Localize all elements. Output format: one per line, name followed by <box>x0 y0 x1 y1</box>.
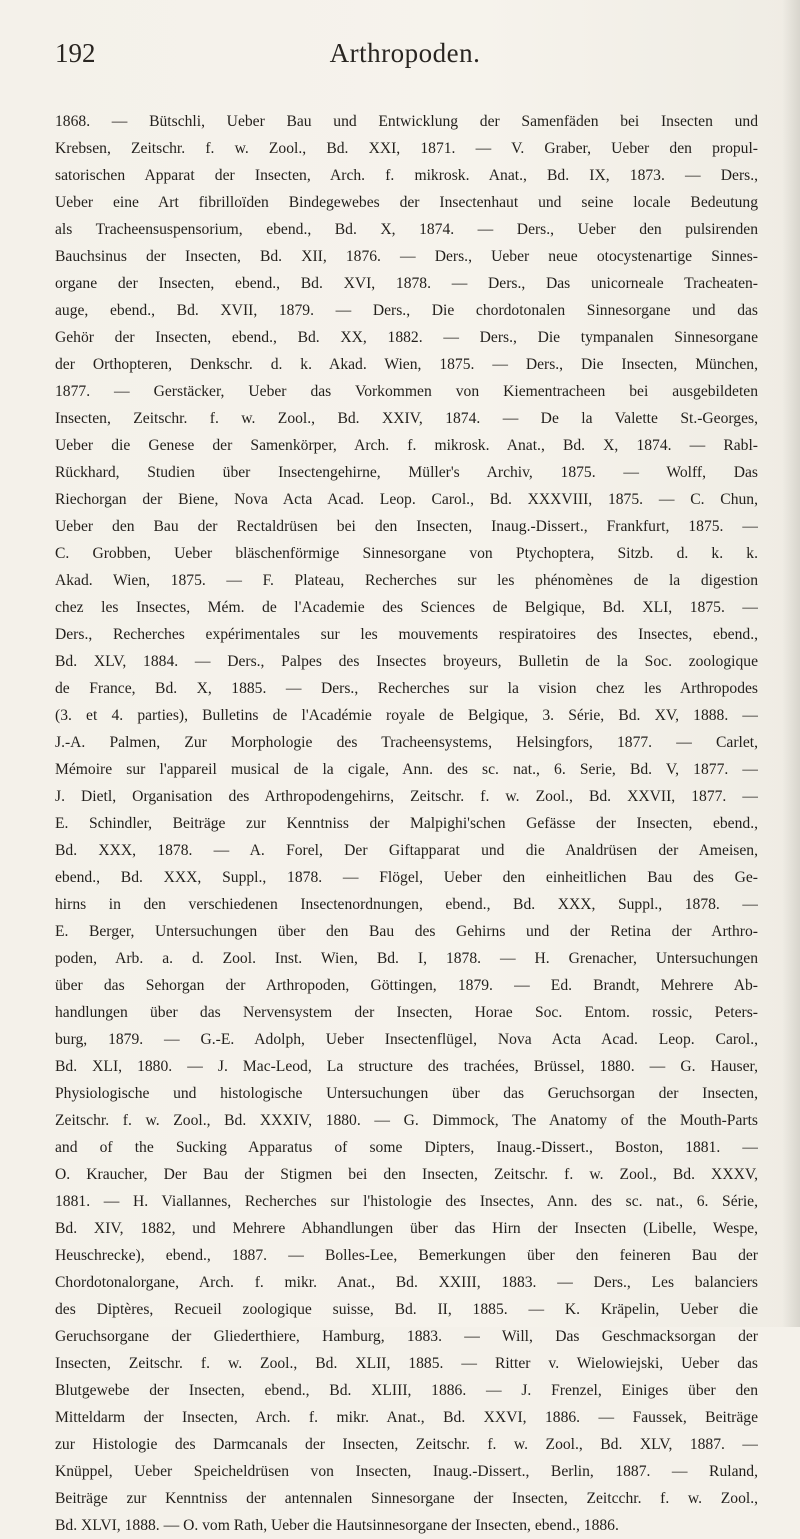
text-line: Riechorgan der Biene, Nova Acta Acad. Leop. Carol., Bd. XXXVIII, 1875. — C. Chun, <box>55 491 758 508</box>
text-line: E. Berger, Untersuchungen über den Bau des Gehirns und der Retina der Arthro- <box>55 923 758 940</box>
text-line: Beiträge zur Kenntniss der antennalen Sinnesorgane der Insecten, Zeitcchr. f. w. Zool., <box>55 1490 758 1507</box>
text-line: über das Sehorgan der Arthropoden, Göttingen, 1879. — Ed. Brandt, Mehrere Ab- <box>55 977 758 994</box>
text-line: Insecten, Zeitschr. f. w. Zool., Bd. XLII, 1885. — Ritter v. Wielowiejski, Ueber das <box>55 1355 758 1372</box>
text-line: O. Kraucher, Der Bau der Stigmen bei den Insecten, Zeitschr. f. w. Zool., Bd. XXXV, <box>55 1166 758 1183</box>
text-line: Physiologische und histologische Untersuchungen über das Geruchsorgan der Insecten, <box>55 1085 758 1102</box>
text-line: burg, 1879. — G.-E. Adolph, Ueber Insectenflügel, Nova Acta Acad. Leop. Carol., <box>55 1031 758 1048</box>
text-line: and of the Sucking Apparatus of some Dipters, Inaug.-Dissert., Boston, 1881. — <box>55 1139 758 1156</box>
text-line: Krebsen, Zeitschr. f. w. Zool., Bd. XXI, 1871. — V. Graber, Ueber den propul- <box>55 140 758 157</box>
running-title: Arthropoden. <box>329 38 481 68</box>
text-line: satorischen Apparat der Insecten, Arch. f. mikrosk. Anat., Bd. IX, 1873. — Ders., <box>55 167 758 184</box>
text-line: des Diptères, Recueil zoologique suisse, Bd. II, 1885. — K. Kräpelin, Ueber die <box>55 1301 758 1318</box>
text-line: Rückhard, Studien über Insectengehirne, Müller's Archiv, 1875. — Wolff, Das <box>55 464 758 481</box>
text-line: Heuschrecke), ebend., 1887. — Bolles-Lee, Bemerkungen über den feineren Bau der <box>55 1247 758 1264</box>
text-line: der Orthopteren, Denkschr. d. k. Akad. Wien, 1875. — Ders., Die Insecten, München, <box>55 356 758 373</box>
text-line: Bd. XLVI, 1888. — O. vom Rath, Ueber die Hautsinnesorgane der Insecten, ebend., 1886. <box>55 1517 619 1534</box>
text-line: C. Grobben, Ueber bläschenförmige Sinnesorgane von Ptychoptera, Sitzb. d. k. k. <box>55 545 758 562</box>
text-line: Gehör der Insecten, ebend., Bd. XX, 1882. — Ders., Die tympanalen Sinnesorgane <box>55 329 758 346</box>
text-line: E. Schindler, Beiträge zur Kenntniss der Malpighi'schen Gefässe der Insecten, ebend., <box>55 815 758 832</box>
page-number: 192 <box>55 38 96 68</box>
text-line: J. Dietl, Organisation des Arthropodengehirns, Zeitschr. f. w. Zool., Bd. XXVII, 1877. — <box>55 788 758 805</box>
text-line: 1868. — Bütschli, Ueber Bau und Entwicklung der Samenfäden bei Insecten und <box>55 113 758 130</box>
text-line: organe der Insecten, ebend., Bd. XVI, 1878. — Ders., Das unicorneale Tracheaten- <box>55 275 758 292</box>
text-line: 1881. — H. Viallannes, Recherches sur l'histologie des Insectes, Ann. des sc. nat., 6. Série, <box>55 1193 758 1210</box>
text-line: de France, Bd. X, 1885. — Ders., Recherches sur la vision chez les Arthropodes <box>55 680 758 697</box>
text-line: Ueber den Bau der Rectaldrüsen bei den Insecten, Inaug.-Dissert., Frankfurt, 1875. — <box>55 518 758 535</box>
text-line: 1877. — Gerstäcker, Ueber das Vorkommen von Kiementracheen bei ausgebildeten <box>55 383 758 400</box>
text-line: Blutgewebe der Insecten, ebend., Bd. XLIII, 1886. — J. Frenzel, Einiges über den <box>55 1382 758 1399</box>
page-header <box>55 38 755 78</box>
text-line: Ueber eine Art fibrilloïden Bindegewebes der Insectenhaut und seine locale Bedeutung <box>55 194 758 211</box>
text-line: chez les Insectes, Mém. de l'Academie des Sciences de Belgique, Bd. XLI, 1875. — <box>55 599 758 616</box>
page-edge-shadow <box>782 0 800 1327</box>
text-line: Ueber die Genese der Samenkörper, Arch. f. mikrosk. Anat., Bd. X, 1874. — Rabl- <box>55 437 758 454</box>
text-line: Bd. XLI, 1880. — J. Mac-Leod, La structure des trachées, Brüssel, 1880. — G. Hauser, <box>55 1058 758 1075</box>
text-line: Zeitschr. f. w. Zool., Bd. XXXIV, 1880. — G. Dimmock, The Anatomy of the Mouth-Parts <box>55 1112 758 1129</box>
text-line: ebend., Bd. XXX, Suppl., 1878. — Flögel, Ueber den einheitlichen Bau des Ge- <box>55 869 758 886</box>
text-line: handlungen über das Nervensystem der Insecten, Horae Soc. Entom. rossic, Peters- <box>55 1004 758 1021</box>
text-line: Knüppel, Ueber Speicheldrüsen von Insecten, Inaug.-Dissert., Berlin, 1887. — Ruland, <box>55 1463 758 1480</box>
text-line: poden, Arb. a. d. Zool. Inst. Wien, Bd. I, 1878. — H. Grenacher, Untersuchungen <box>55 950 758 967</box>
text-line: Chordotonalorgane, Arch. f. mikr. Anat., Bd. XXIII, 1883. — Ders., Les balanciers <box>55 1274 758 1291</box>
text-line: Bd. XLV, 1884. — Ders., Palpes des Insectes broyeurs, Bulletin de la Soc. zoologique <box>55 653 758 670</box>
text-line: Ders., Recherches expérimentales sur les mouvements respiratoires des Insectes, ebend., <box>55 626 758 643</box>
text-line: zur Histologie des Darmcanals der Insecten, Zeitschr. f. w. Zool., Bd. XLV, 1887. — <box>55 1436 758 1453</box>
text-line: Bd. XXX, 1878. — A. Forel, Der Giftapparat und die Analdrüsen der Ameisen, <box>55 842 758 859</box>
text-line: Bd. XIV, 1882, und Mehrere Abhandlungen über das Hirn der Insecten (Libelle, Wespe, <box>55 1220 758 1237</box>
text-line: Akad. Wien, 1875. — F. Plateau, Recherches sur les phénomènes de la digestion <box>55 572 758 589</box>
bibliography-text <box>55 108 758 1539</box>
text-line: Mitteldarm der Insecten, Arch. f. mikr. Anat., Bd. XXVI, 1886. — Faussek, Beiträge <box>55 1409 758 1426</box>
text-line: J.-A. Palmen, Zur Morphologie des Tracheensystems, Helsingfors, 1877. — Carlet, <box>55 734 758 751</box>
text-line: hirns in den verschiedenen Insectenordnungen, ebend., Bd. XXX, Suppl., 1878. — <box>55 896 758 913</box>
text-line: Geruchsorgane der Gliederthiere, Hamburg, 1883. — Will, Das Geschmacksorgan der <box>55 1328 758 1345</box>
text-line: Mémoire sur l'appareil musical de la cigale, Ann. des sc. nat., 6. Serie, Bd. V, 1877. — <box>55 761 758 778</box>
text-line: Bauchsinus der Insecten, Bd. XII, 1876. — Ders., Ueber neue otocystenartige Sinnes- <box>55 248 758 265</box>
text-line: als Tracheensuspensorium, ebend., Bd. X, 1874. — Ders., Ueber den pulsirenden <box>55 221 758 238</box>
text-line: (3. et 4. parties), Bulletins de l'Académie royale de Belgique, 3. Série, Bd. XV, 1888. — <box>55 707 758 724</box>
text-line: Insecten, Zeitschr. f. w. Zool., Bd. XXIV, 1874. — De la Valette St.-Georges, <box>55 410 758 427</box>
text-line: auge, ebend., Bd. XVII, 1879. — Ders., Die chordotonalen Sinnesorgane und das <box>55 302 758 319</box>
